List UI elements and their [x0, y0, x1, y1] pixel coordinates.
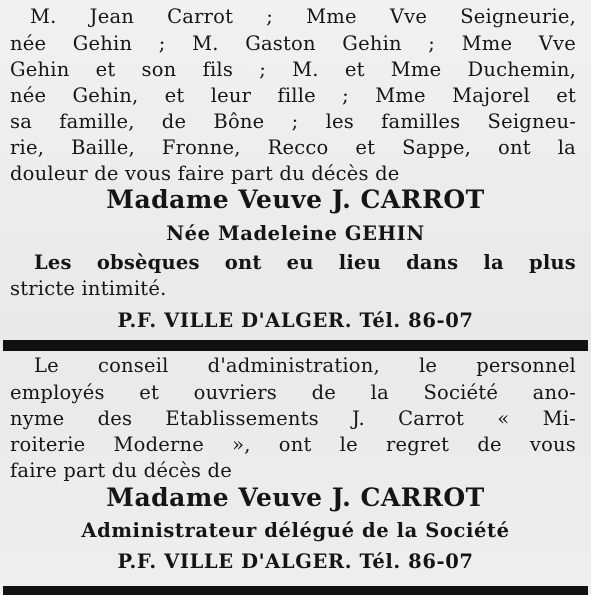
- birth-name-subheading: Née Madeleine GEHIN: [166, 222, 425, 245]
- notice-text-line: roiterie Moderne », ont le regret de vous: [10, 433, 576, 456]
- funeral-text-line: Les obsèques ont eu lieu dans la plus: [34, 251, 576, 274]
- notice-text-line: M. Jean Carrot ; Mme Vve Seigneurie,: [30, 5, 576, 28]
- separator-rule: [3, 340, 588, 351]
- funeral-home-line: P.F. VILLE D'ALGER. Tél. 86-07: [117, 550, 474, 573]
- notice-text-line: Le conseil d'administration, le personnel: [34, 354, 576, 377]
- separator-rule: [3, 586, 588, 595]
- funeral-home-line: P.F. VILLE D'ALGER. Tél. 86-07: [117, 309, 474, 332]
- role-subheading: Administrateur délégué de la Société: [81, 519, 510, 542]
- notice-text-line: Gehin et son fils ; M. et Mme Duchemin,: [10, 58, 576, 81]
- funeral-text-line: stricte intimité.: [10, 277, 167, 300]
- notice-text-line: douleur de vous faire part du décès de: [10, 162, 400, 185]
- deceased-name-heading: Madame Veuve J. CARROT: [106, 483, 485, 512]
- deceased-name-heading: Madame Veuve J. CARROT: [106, 185, 485, 214]
- notice-text-line: sa famille, de Bône ; les familles Seigneu-: [10, 110, 576, 133]
- notice-text-line: faire part du décès de: [10, 459, 232, 482]
- notice-text-line: née Gehin ; M. Gaston Gehin ; Mme Vve: [10, 32, 576, 55]
- notice-text-line: née Gehin, et leur fille ; Mme Majorel et: [10, 84, 576, 107]
- notice-text-line: nyme des Etablissements J. Carrot « Mi-: [10, 407, 576, 430]
- notice-text-line: employés et ouvriers de la Société ano-: [10, 381, 576, 404]
- notice-text-line: rie, Baille, Fronne, Recco et Sappe, ont la: [10, 136, 576, 159]
